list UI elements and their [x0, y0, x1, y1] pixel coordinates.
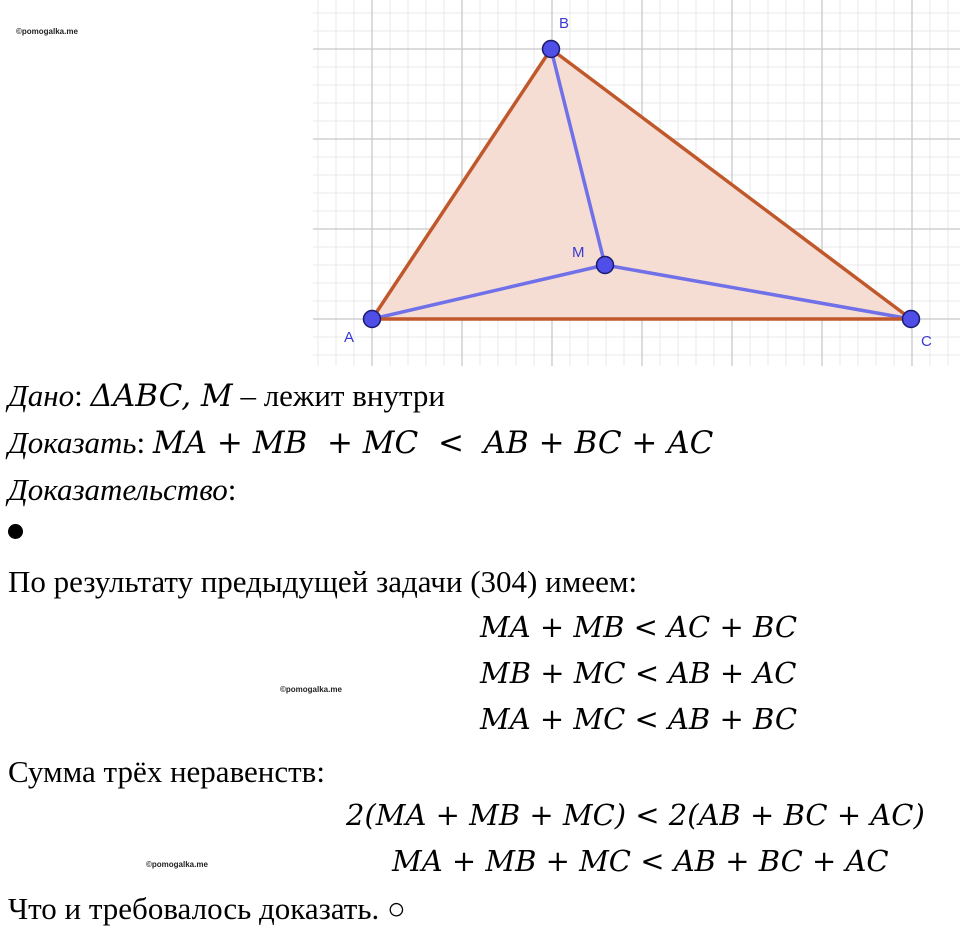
inequality-3: MA + MC < AB + BC [480, 702, 798, 736]
result-equation: MA + MB + MC < AB + BC + AC [392, 844, 889, 878]
given-colon: : [74, 378, 83, 413]
intro-text: По результату предыдущей задачи (304) имеем: [8, 564, 638, 599]
point-b [543, 41, 560, 58]
label-m: M [572, 244, 585, 261]
point-c [903, 311, 920, 328]
sum-equation: 2(MA + MB + MC) < 2(AB + BC + AC) [346, 798, 925, 832]
label-c: C [921, 333, 932, 350]
watermark-middle: ©pomogalka.me [280, 685, 342, 694]
bullet-point [8, 524, 23, 539]
triangle-figure [0, 0, 960, 372]
watermark-top: ©pomogalka.me [16, 27, 78, 36]
inequality-2: MB + MC < AB + AC [480, 656, 797, 690]
watermark-bottom: ©pomogalka.me [146, 860, 208, 869]
point-a [364, 311, 381, 328]
prove-line [8, 427, 713, 459]
given-label: Дано [8, 378, 75, 413]
prove-math: MA + MB + MC < AB + BC + AC [152, 425, 714, 461]
prove-label: Доказать [8, 425, 137, 460]
label-a: A [344, 329, 355, 346]
given-dash: – [232, 378, 264, 413]
sum-label: Сумма трёх неравенств: [8, 754, 325, 789]
point-m [597, 257, 614, 274]
inequality-1: MA + MB < AC + BC [480, 610, 798, 644]
prove-colon: : [136, 425, 146, 460]
given-text: лежит внутри [263, 378, 445, 413]
proof-line [8, 474, 236, 505]
proof-colon: : [227, 472, 237, 507]
label-b: B [559, 15, 570, 32]
proof-label: Доказательство [8, 472, 228, 507]
conclusion-text: Что и требовалось доказать. ○ [8, 891, 406, 926]
given-line [8, 380, 445, 412]
given-math: ΔABC, M [90, 378, 233, 414]
